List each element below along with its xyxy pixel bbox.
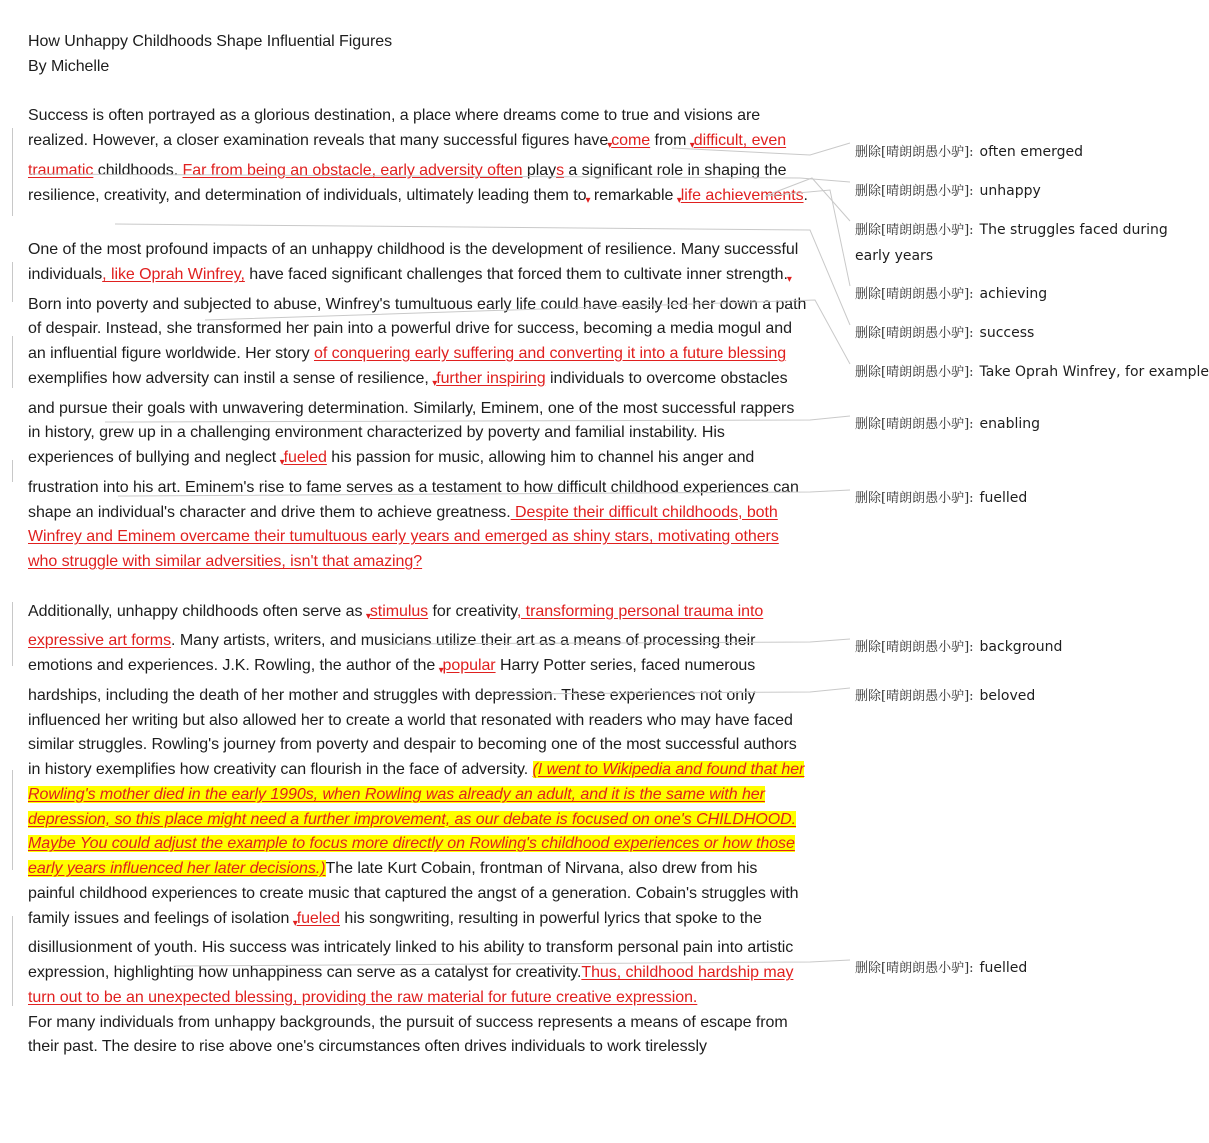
connector-line: [105, 416, 850, 422]
reviewer-note-highlight[interactable]: (I went to Wikipedia and found that her Rowling's mother died in the early 1990s, when Rowling was already an adult, and it is the same with her depression, so this place might need a further improvement, as our debate is focused on one's CHILDHOOD. Maybe You could adjust the example to focus more directly on Rowling's childhood experiences or how those early years influenced her later decisions.): [28, 761, 805, 877]
connector-line: [30, 174, 850, 182]
connector-line: [765, 178, 850, 221]
deletion-caret-icon: ▾: [786, 273, 792, 285]
deletion-caret-icon: ▾: [292, 917, 298, 929]
connector-line: [115, 224, 850, 325]
insertion[interactable]: life achievements: [680, 186, 804, 204]
connector-line: [174, 960, 850, 966]
insertion[interactable]: come: [611, 132, 651, 149]
insertion[interactable]: , like Oprah Winfrey,: [102, 265, 245, 283]
insertion[interactable]: Despite their difficult childhoods, both Winfrey and Eminem overcame their tumultuous early years and emerged as shiny stars, motivating others who struggle with similar adversities, isn't that amazing?: [28, 503, 779, 570]
insertion[interactable]: Far from being an obstacle, early adversity often: [182, 161, 523, 179]
comment-7[interactable]: 删除[晴朗朗愚小驴]: enabling: [855, 416, 1041, 432]
insertion[interactable]: fueled: [283, 449, 327, 466]
connector-line: [388, 639, 850, 644]
insertion[interactable]: Thus, childhood hardship may turn out to be an unexpected blessing, providing the raw material for future creative expression.: [28, 964, 794, 1006]
connector-line: [118, 490, 850, 496]
document-title: How Unhappy Childhoods Shape Influential Figures: [28, 33, 393, 50]
comment-2[interactable]: 删除[晴朗朗愚小驴]: unhappy: [855, 183, 1041, 199]
comment-3[interactable]: 删除[晴朗朗愚小驴]: The struggles faced during early years: [855, 222, 1168, 264]
insertion[interactable]: s: [556, 161, 565, 179]
comment-4[interactable]: 删除[晴朗朗愚小驴]: achieving: [855, 286, 1048, 302]
comment-1[interactable]: 删除[晴朗朗愚小驴]: often emerged: [855, 144, 1083, 160]
deletion-caret-icon: ▾: [438, 665, 444, 676]
paragraph-3[interactable]: Additionally, unhappy childhoods often serve as ▾stimulus for creativity, transforming personal trauma into expressive art forms. Many artists, writers, and musicians utilize their art as a means of processing their emotions and experiences. J.K. Rowling, the author of the ▾popular Harry Potter series, faced numerous hardships, including the death of her mother and struggles with depression. These experiences not only influenced her writing but also allowed her to create a world that resonated with readers who may have faced similar struggles. Rowling's journey from poverty and despair to becoming one of the most successful authors in history exemplifies how creativity can flourish in the face of adversity. (I went to Wikipedia and found that her Rowling's mother died in the early 1990s, when Rowling was already an adult, and it is the same with her depression, so this place might need a further improvement, as our debate is focused on one's CHILDHOOD. Maybe You could adjust the example to focus more directly on Rowling's childhood experiences or how those early years influenced her later decisions.)The late Kurt Cobain, frontman of Nirvana, also drew from his painful childhood experiences to create music that captured the angst of a generation. Cobain's struggles with family issues and feelings of isolation ▾fueled his songwriting, resulting in powerful lyrics that spoke to the disillusionment of youth. His success was intricately linked to his ability to transform personal pain into artistic expression, highlighting how unhappiness can serve as a catalyst for creativity.Thus, childhood hardship may turn out to be an unexpected blessing, providing the raw material for future creative expression.: [28, 600, 808, 1011]
deletion-caret-icon: ▾: [279, 457, 285, 468]
comment-9[interactable]: 删除[晴朗朗愚小驴]: background: [855, 639, 1063, 655]
insertion[interactable]: of conquering early suffering and converting it into a future blessing: [313, 345, 787, 362]
connector-line: [499, 688, 850, 694]
document-byline: By Michelle: [28, 57, 110, 75]
paragraph-1[interactable]: Success is often portrayed as a glorious destination, a place where dreams come to true and visions are realized. However, a closer examination reveals that many successful figures have▾come from ▾difficult, even traumatic childhoods. Far from being an obstacle, early adversity often plays a significant role in shaping the resilience, creativity, and determination of individuals, ultimately leading them to▾ remarkable ▾life achievements.: [28, 104, 808, 213]
comment-11[interactable]: 删除[晴朗朗愚小驴]: fuelled: [855, 960, 1028, 976]
deletion-caret-icon: ▾: [585, 194, 591, 206]
deletion-caret-icon: ▾: [365, 610, 371, 622]
insertion[interactable]: difficult, even traumatic: [28, 132, 787, 179]
connector-line: [765, 190, 850, 286]
connector-line: [205, 300, 850, 364]
deletion-caret-icon: ▾: [676, 194, 682, 206]
comment-8[interactable]: 删除[晴朗朗愚小驴]: fuelled: [855, 490, 1028, 506]
insertion[interactable]: fueled: [296, 909, 340, 927]
insertion[interactable]: popular: [442, 657, 496, 674]
comment-6[interactable]: 删除[晴朗朗愚小驴]: Take Oprah Winfrey, for example: [855, 364, 1209, 380]
comment-10[interactable]: 删除[晴朗朗愚小驴]: beloved: [855, 688, 1036, 704]
insertion[interactable]: further inspiring: [436, 369, 546, 387]
deletion-caret-icon: ▾: [607, 140, 613, 151]
comment-5[interactable]: 删除[晴朗朗愚小驴]: success: [855, 325, 1035, 341]
paragraph-2[interactable]: One of the most profound impacts of an unhappy childhood is the development of resilience. Many successful individuals, like Oprah Winfrey, have faced significant challenges that forced them to cultivate inner strength.▾ Born into poverty and subjected to abuse, Winfrey's tumultuous early life could have easily led her down a path of despair. Instead, she transformed her pain into a powerful drive for success, becoming a media mogul and an influential figure worldwide. Her story of conquering early suffering and converting it into a future blessing exemplifies how adversity can instil a sense of resilience, ▾further inspiring individuals to overcome obstacles and pursue their goals with unwavering determination. Similarly, Eminem, one of the most successful rappers in history, grew up in a challenging environment characterized by poverty and familial instability. His experiences of bullying and neglect ▾fueled his passion for music, allowing him to channel his anger and frustration into his art. Eminem's rise to fame serves as a testament to how difficult childhood experiences can shape an individual's character and drive them to achieve greatness. Despite their difficult childhoods, both Winfrey and Eminem overcame their tumultuous early years and emerged as shiny stars, motivating others who struggle with similar adversities, isn't that amazing?: [28, 238, 808, 575]
insertion[interactable]: , transforming personal trauma into expressive art forms: [28, 602, 764, 650]
deletion-caret-icon: ▾: [689, 140, 695, 151]
connector-line: [672, 143, 850, 155]
insertion[interactable]: stimulus: [369, 602, 429, 620]
deletion-caret-icon: ▾: [432, 377, 438, 389]
paragraph-4[interactable]: For many individuals from unhappy backgrounds, the pursuit of success represents a means of escape from their past. The desire to rise above one's circumstances often drives individuals to work tirelessly: [28, 1013, 788, 1056]
